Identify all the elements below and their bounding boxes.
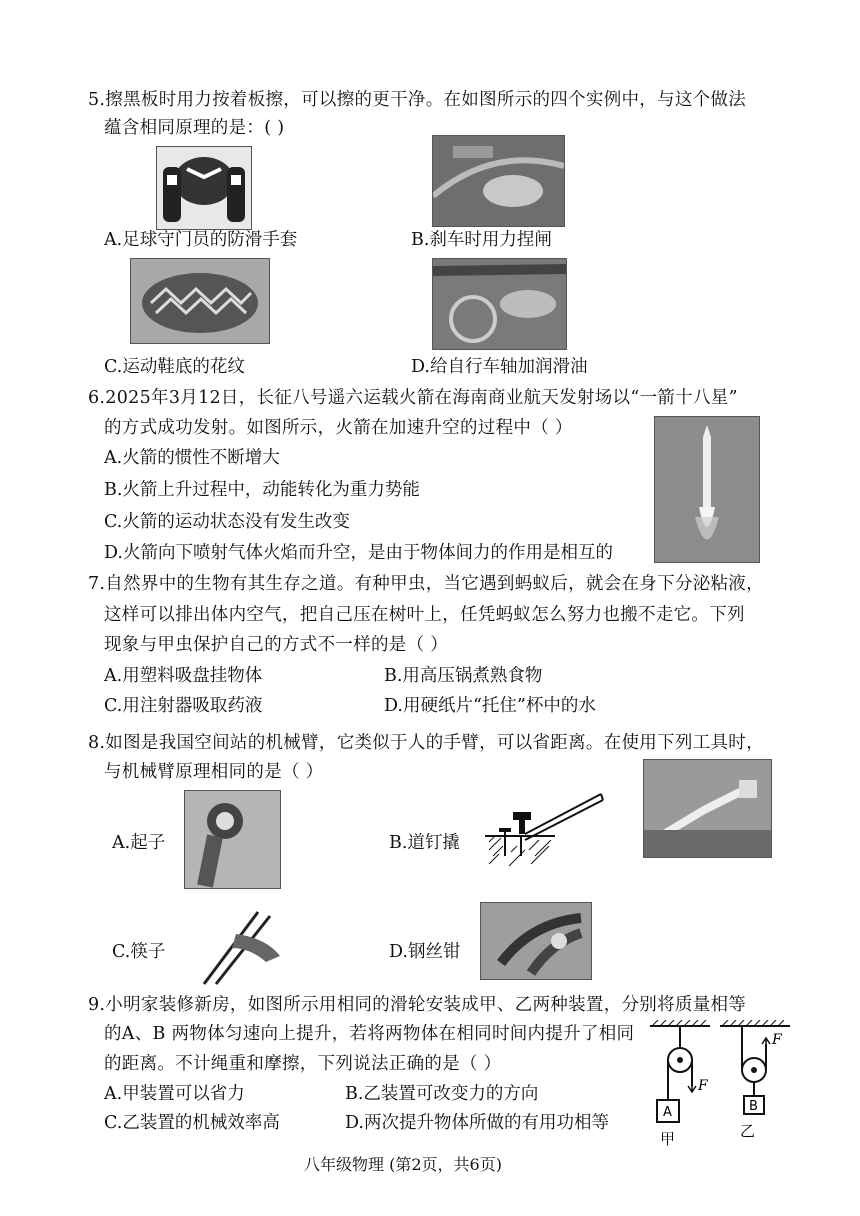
q9-stem-line2: 的A、B 两物体匀速向上提升，若将两物体在相同时间内提升了相同 [104, 1024, 635, 1044]
robotic-arm-photo [643, 759, 772, 858]
q6-stem-line1: 6.2025年3月12日，长征八号遥六运载火箭在海南商业航天发射场以“一箭十八星” [88, 388, 738, 408]
q8-option-c: C.筷子 [112, 942, 166, 962]
wire-pliers-photo [480, 902, 592, 980]
q9-option-d: D.两次提升物体所做的有用功相等 [345, 1113, 609, 1133]
q6-option-b: B.火箭上升过程中，动能转化为重力势能 [104, 480, 420, 500]
force-label-right: F [772, 1032, 782, 1048]
chopsticks-diagram [196, 908, 284, 986]
q9-stem-line1: 9.小明家装修新房，如图所示用相同的滑轮安装成甲、乙两种装置，分别将质量相等 [88, 995, 747, 1015]
q5-option-c: C.运动鞋底的花纹 [104, 357, 245, 377]
q5-stem-line2: 蕴含相同原理的是：( ) [104, 118, 285, 138]
q8-option-d: D.钢丝钳 [389, 942, 461, 962]
bicycle-axle-oil-photo [432, 258, 567, 350]
label-jia: 甲 [660, 1130, 676, 1148]
q8-option-b: B.道钉撬 [389, 833, 460, 853]
q8-option-a: A.起子 [112, 833, 166, 853]
q7-stem-line2: 这样可以排出体内空气，把自己压在树叶上，任凭蚂蚁怎么努力也搬不走它。下列 [104, 605, 745, 625]
q7-option-c: C.用注射器吸取药液 [104, 696, 263, 716]
q9-option-c: C.乙装置的机械效率高 [104, 1113, 280, 1133]
q7-option-d: D.用硬纸片“托住”杯中的水 [384, 696, 596, 716]
goalkeeper-gloves-photo [156, 146, 252, 230]
q7-option-b: B.用高压锅煮熟食物 [384, 666, 543, 686]
q5-option-d: D.给自行车轴加润滑油 [411, 357, 588, 377]
q9-option-b: B.乙装置可改变力的方向 [345, 1084, 539, 1104]
pulley-diagram [640, 1020, 800, 1154]
q6-stem-line2: 的方式成功发射。如图所示，火箭在加速升空的过程中（ ） [104, 418, 573, 438]
fixed-pulley-jia [650, 1020, 710, 1148]
q6-option-c: C.火箭的运动状态没有发生改变 [104, 512, 350, 532]
q9-option-a: A.甲装置可以省力 [104, 1084, 245, 1104]
q8-stem-line1: 8.如图是我国空间站的机械臂，它类似于人的手臂，可以省距离。在使用下列工具时， [88, 733, 764, 753]
page-footer: 八年级物理 (第2页，共6页) [304, 1155, 502, 1174]
q9-stem-line3: 的距离。不计绳重和摩擦，下列说法正确的是（ ） [104, 1054, 502, 1074]
block-b-label: B [749, 1099, 758, 1114]
q5-option-a: A.足球守门员的防滑手套 [104, 230, 298, 250]
q6-option-d: D.火箭向下喷射气体火焰而升空，是由于物体间力的作用是相互的 [104, 543, 613, 563]
q7-stem-line1: 7.自然界中的生物有其生存之道。有种甲虫，当它遇到蚂蚁后，就会在身下分泌粘液， [88, 574, 764, 594]
q7-stem-line3: 现象与甲虫保护自己的方式不一样的是（ ） [104, 635, 449, 655]
force-label-left: F [698, 1078, 708, 1094]
q7-option-a: A.用塑料吸盘挂物体 [104, 666, 263, 686]
brake-squeeze-photo [432, 135, 565, 227]
rail-spike-crowbar-diagram [485, 790, 605, 876]
q5-option-b: B.刹车时用力捏闸 [411, 230, 552, 250]
q6-option-a: A.火箭的惯性不断增大 [104, 448, 280, 468]
q5-stem-line1: 5.擦黑板时用力按着板擦，可以擦的更干净。在如图所示的四个实例中，与这个做法 [88, 90, 747, 110]
q8-stem-line2: 与机械臂原理相同的是（ ） [104, 762, 324, 782]
block-a-label: A [663, 1105, 672, 1120]
bottle-opener-photo [184, 790, 281, 889]
rocket-launch-photo [654, 416, 760, 563]
label-yi: 乙 [740, 1122, 756, 1140]
movable-pulley-yi [720, 1020, 790, 1140]
shoe-sole-photo [130, 258, 270, 344]
